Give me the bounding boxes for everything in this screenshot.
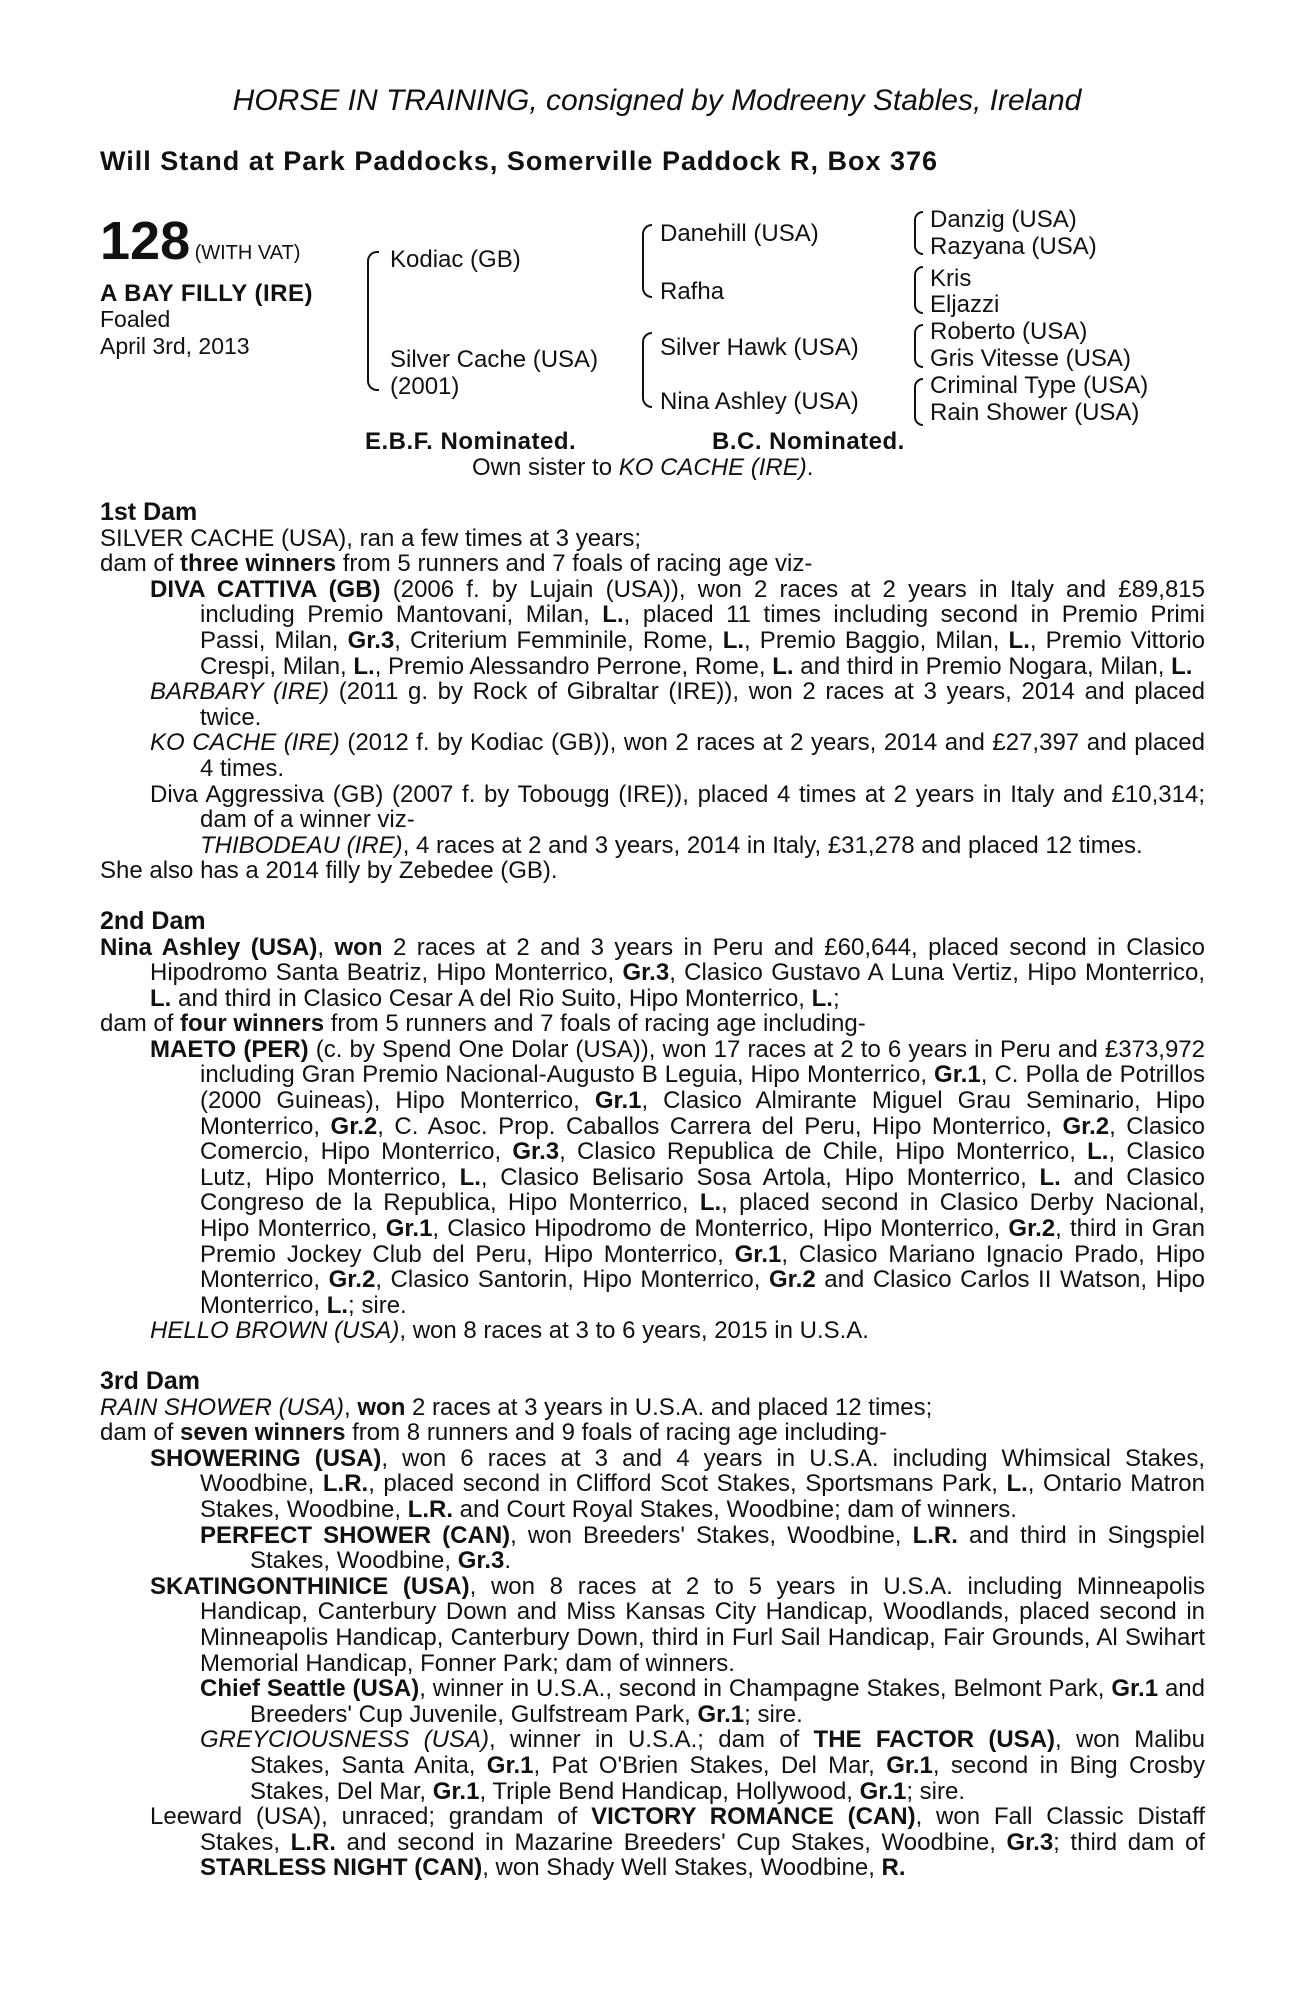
text: and Court Royal Stakes, Woodbine; dam of winners. <box>453 1495 1017 1523</box>
own-sister-line <box>472 454 813 482</box>
third-dam-title: 3rd Dam <box>100 1367 201 1395</box>
pedigree-sire-dam: Rafha <box>660 278 725 305</box>
text: , Clasico Belisario Sosa Artola, Hipo Monterrico, <box>480 1163 1040 1191</box>
first-dam-title: 1st Dam <box>100 498 198 526</box>
lot-title: A BAY FILLY (IRE) <box>100 280 313 307</box>
pedigree-dam-dam: Nina Ashley (USA) <box>660 388 859 415</box>
race-grade: Gr.1 <box>594 1087 642 1115</box>
race-grade: L. <box>811 984 833 1012</box>
text: , Clasico Republica de Chile, Hipo Monterrico, <box>559 1138 1088 1166</box>
text: and third in Clasico Cesar A del Rio Suito, Hipo Monterrico, <box>171 984 812 1012</box>
spacer <box>100 1344 1205 1369</box>
bc-nominated: B.C. Nominated. <box>712 428 905 455</box>
text: dam of <box>100 550 181 578</box>
text: ; third dam of <box>1053 1828 1206 1856</box>
pedigree-brace-sire <box>642 224 652 298</box>
text: , C. Asoc. Prop. Caballos Carrera del Peru, Hipo Monterrico, <box>377 1112 1063 1140</box>
horse-name: PERFECT SHOWER (CAN) <box>200 1521 511 1549</box>
pedigree-g3: Kris <box>930 265 972 292</box>
winners-count: seven winners <box>180 1419 346 1447</box>
pedigree-g6: Gris Vitesse (USA) <box>930 345 1131 372</box>
race-grade: Gr.2 <box>330 1112 378 1140</box>
consignor-line: HORSE IN TRAINING, consigned by Modreeny Stables, Ireland <box>232 84 1082 117</box>
text: , C. Polla de Potrillos (2000 Guineas), Hipo Monterrico, <box>200 1061 1205 1115</box>
race-grade: Gr.1 <box>486 1751 534 1779</box>
progeny-ko-cache <box>100 730 1205 781</box>
spacer <box>100 884 1205 909</box>
horse-name: GREYCIOUSNESS (USA) <box>200 1726 490 1754</box>
text: Diva Aggressiva (GB) (2007 f. by Tobougg (IRE)), placed 4 times at 2 years in Italy and £10,314; dam of a winner viz- <box>150 780 1205 834</box>
third-dam-record <box>100 1395 1205 1421</box>
own-sister-prefix: Own sister to <box>472 454 619 481</box>
pedigree-dam-year: (2001) <box>390 373 460 400</box>
pedigree-g1: Danzig (USA) <box>930 206 1077 233</box>
horse-name: BARBARY (IRE) <box>150 678 330 706</box>
horse-name: SKATINGONTHINICE (USA) <box>150 1572 470 1600</box>
text: , <box>317 933 335 961</box>
winners-count: three winners <box>180 550 337 578</box>
text: and third in Premio Nogara, Milan, <box>793 652 1172 680</box>
race-grade: L. <box>150 984 172 1012</box>
pedigree-g2: Razyana (USA) <box>930 233 1097 260</box>
race-grade: Gr.1 <box>859 1777 907 1805</box>
first-dam-filly: She also has a 2014 filly by Zebedee (GB). <box>100 857 558 885</box>
race-grade: Gr.3 <box>347 626 395 654</box>
race-grade: Gr.1 <box>934 1061 981 1089</box>
text: from 5 runners and 7 foals of racing age including- <box>324 1010 866 1038</box>
pedigree-dam: Silver Cache (USA) <box>390 346 599 373</box>
horse-name: SHOWERING (USA) <box>150 1444 382 1472</box>
horse-name: HELLO BROWN (USA) <box>150 1317 400 1345</box>
race-grade: L.R. <box>407 1495 454 1523</box>
race-grade: L. <box>1006 1470 1028 1498</box>
text: , 4 races at 2 and 3 years, 2014 in Italy, £31,278 and placed 12 times. <box>402 831 1143 859</box>
text: , <box>344 1393 358 1421</box>
stand-location: Will Stand at Park Paddocks, Somerville Paddock R, Box 376 <box>100 146 939 176</box>
text: , placed second in Clasico Derby Nacional, Hipo Monterrico, <box>200 1189 1206 1243</box>
text: and Clasico Carlos II Watson, Hipo Monterrico, <box>200 1266 1206 1319</box>
progeny-barbary <box>100 679 1205 730</box>
text: (c. by Spend One Dolar (USA)), won 17 races at 2 to 6 years in Peru and £373,972 including Gran Premio Nacional-Augusto B Leguia, Hipo Monterrico, <box>200 1035 1205 1089</box>
pedigree-brace-g3 <box>914 324 923 368</box>
text: 2 races at 3 years in U.S.A. and placed 12 times; <box>405 1393 933 1421</box>
text: , Clasico Comercio, Hipo Monterrico, <box>200 1112 1205 1166</box>
race-grade: Gr.3 <box>1006 1828 1054 1856</box>
race-grade: Gr.3 <box>622 959 670 987</box>
text: , Clasico Gustavo A Luna Vertiz, Hipo Monterrico, <box>669 959 1206 987</box>
race-grade: Gr.1 <box>385 1215 433 1243</box>
text: , Triple Bend Handicap, Hollywood, <box>479 1777 860 1805</box>
pedigree-brace-dam <box>642 332 652 408</box>
race-grade: R. <box>881 1854 906 1882</box>
race-grade: L.R. <box>322 1470 369 1498</box>
third-dam-produce <box>100 1420 1205 1446</box>
text: , winner in U.S.A.; dam of <box>489 1726 814 1754</box>
text: (2006 f. by Lujain (USA)), won 2 races at 2 years in Italy and £89,815 including Premio Mantovani, Milan, <box>200 575 1205 629</box>
race-grade: L. <box>1087 1138 1109 1166</box>
race-grade: L. <box>772 652 794 680</box>
first-dam-line1: SILVER CACHE (USA), ran a few times at 3 years; <box>100 524 642 552</box>
pedigree-brace-main <box>367 251 379 391</box>
text: , Pat O'Brien Stakes, Del Mar, <box>533 1751 887 1779</box>
pedigree-g7: Criminal Type (USA) <box>930 372 1149 399</box>
pedigree-g5: Roberto (USA) <box>930 318 1088 345</box>
winners-count: four winners <box>180 1010 325 1038</box>
second-dam-title: 2nd Dam <box>100 906 206 935</box>
text: , won Breeders' Stakes, Woodbine, <box>510 1521 913 1549</box>
progeny-perfect-shower <box>100 1523 1205 1574</box>
text: 2 races at 2 and 3 years in Peru and £60,644, placed second in Clasico Hipodromo Santa Beatriz, Hipo Monterrico, <box>150 933 1205 987</box>
race-grade: L.R. <box>912 1521 958 1549</box>
text: , Clasico Hipodromo de Monterrico, Hipo Monterrico, <box>432 1215 1009 1243</box>
text: dam of <box>100 1010 181 1038</box>
race-grade: L. <box>602 601 624 629</box>
lot-number-row <box>100 210 300 272</box>
progeny-hello-brown <box>100 1318 1205 1344</box>
progeny-skatingonthinice <box>100 1574 1205 1676</box>
race-grade: Gr.1 <box>886 1751 933 1779</box>
race-grade: L. <box>459 1163 481 1191</box>
family-details <box>100 500 1205 1881</box>
text: (2011 g. by Rock of Gibraltar (IRE)), won 2 races at 3 years, 2014 and placed twice. <box>200 678 1205 731</box>
ebf-nominated: E.B.F. Nominated. <box>365 428 577 455</box>
text: , Premio Baggio, Milan, <box>744 626 1009 654</box>
text: dam of <box>100 1419 181 1447</box>
text: ; sire. <box>348 1291 407 1319</box>
pedigree-sire: Kodiac (GB) <box>390 246 521 273</box>
progeny-chief-seattle <box>100 1676 1205 1727</box>
lot-number: 128 <box>100 211 191 271</box>
foaled-label: Foaled <box>100 306 171 332</box>
horse-name: THIBODEAU (IRE) <box>200 831 403 859</box>
race-grade: Gr.3 <box>512 1138 560 1166</box>
text: ; sire. <box>744 1700 803 1728</box>
progeny-thibodeau <box>100 833 1205 859</box>
first-dam-line2 <box>100 551 1205 577</box>
text: , won Malibu Stakes, Santa Anita, <box>250 1726 1205 1779</box>
won-label: won <box>357 1393 406 1421</box>
text: , third in Gran Premio Jockey Club del Peru, Hipo Monterrico, <box>200 1215 1205 1268</box>
race-grade: L. <box>326 1291 349 1319</box>
text: and second in Mazarine Breeders' Cup Stakes, Woodbine, <box>335 1828 1007 1856</box>
text: , won 6 races at 3 and 4 years in U.S.A. including Whimsical Stakes, Woodbine, <box>200 1444 1205 1498</box>
progeny-greyciousness <box>100 1727 1205 1804</box>
own-sister-suffix: . <box>806 454 814 481</box>
second-dam-record <box>100 935 1205 1012</box>
pedigree-sire-sire: Danehill (USA) <box>660 220 819 247</box>
text: , won 8 races at 3 to 6 years, 2015 in U.S.A. <box>399 1317 869 1345</box>
race-grade: L. <box>1039 1163 1061 1191</box>
text: , Premio Vittorio Crespi, Milan, <box>200 626 1206 680</box>
text: , second in Bing Crosby Stakes, Del Mar, <box>250 1751 1206 1805</box>
text: and Clasico Congreso de la Republica, Hipo Monterrico, <box>200 1163 1205 1217</box>
horse-name: Chief Seattle (USA) <box>200 1675 420 1703</box>
race-grade: Gr.2 <box>1062 1112 1110 1140</box>
horse-name: MAETO (PER) <box>150 1035 309 1063</box>
text: , won Shady Well Stakes, Woodbine, <box>482 1854 882 1882</box>
text: Leeward (USA), unraced; grandam of <box>150 1803 592 1831</box>
race-grade: L. <box>699 1189 722 1217</box>
race-grade: Gr.2 <box>1008 1215 1056 1243</box>
text: from 8 runners and 9 foals of racing age including- <box>345 1419 888 1447</box>
pedigree-g4: Eljazzi <box>930 291 1000 318</box>
pedigree-brace-g4 <box>914 378 923 426</box>
horse-name: DIVA CATTIVA (GB) <box>150 575 381 603</box>
race-grade: Gr.3 <box>457 1547 505 1575</box>
text: and third in Singspiel Stakes, Woodbine, <box>250 1521 1206 1575</box>
text: . <box>504 1547 512 1575</box>
progeny-maeto <box>100 1037 1205 1319</box>
text: , placed 11 times including second in Premio Primi Passi, Milan, <box>200 601 1205 654</box>
race-grade: L. <box>722 626 745 654</box>
text: , won Fall Classic Distaff Stakes, <box>200 1803 1205 1856</box>
pedigree-brace-g2 <box>914 266 923 314</box>
second-dam-produce <box>100 1011 1205 1037</box>
text: , Clasico Almirante Miguel Grau Seminario, Hipo Monterrico, <box>200 1087 1206 1140</box>
text: , Criterium Femminile, Rome, <box>394 626 723 654</box>
text: , won 8 races at 2 to 5 years in U.S.A. including Minneapolis Handicap, Canterbury Down and Miss Kansas City Handicap, Woodlands, placed second in Minneapolis Handicap, Canterbury Down, third in Furl Sail Handicap, Fair Grounds, Al Swihart Memorial Handicap, Fonner Park; dam of winners. <box>200 1572 1205 1677</box>
race-grade: L. <box>353 652 375 680</box>
text: (2012 f. by Kodiac (GB)), won 2 races at 2 years, 2014 and £27,397 and placed 4 times. <box>200 729 1206 782</box>
text: , winner in U.S.A., second in Champagne Stakes, Belmont Park, <box>419 1675 1112 1703</box>
race-grade: Gr.1 <box>697 1700 745 1728</box>
race-grade: Gr.1 <box>1111 1675 1159 1703</box>
race-grade: L. <box>1008 626 1030 654</box>
race-grade: Gr.2 <box>328 1266 376 1294</box>
progeny-showering <box>100 1446 1205 1523</box>
vat-label: (WITH VAT) <box>194 242 301 264</box>
horse-name: THE FACTOR (USA) <box>813 1726 1056 1754</box>
horse-name: VICTORY ROMANCE (CAN) <box>591 1803 916 1831</box>
horse-name: Nina Ashley (USA) <box>100 933 318 961</box>
foaled-date: April 3rd, 2013 <box>100 333 250 359</box>
pedigree-brace-g1 <box>914 211 923 255</box>
horse-name: RAIN SHOWER (USA) <box>100 1393 345 1421</box>
horse-name: KO CACHE (IRE) <box>150 729 340 757</box>
pedigree-dam-sire: Silver Hawk (USA) <box>660 334 859 361</box>
horse-name: STARLESS NIGHT (CAN) <box>200 1854 483 1882</box>
text: , placed second in Clifford Scot Stakes, Sportsmans Park, <box>368 1470 1007 1498</box>
text: , Clasico Mariano Ignacio Prado, Hipo Monterrico, <box>200 1240 1205 1294</box>
text: and Breeders' Cup Juvenile, Gulfstream Park, <box>250 1675 1206 1728</box>
pedigree-g8: Rain Shower (USA) <box>930 399 1140 426</box>
own-sister-name: KO CACHE (IRE) <box>618 454 807 481</box>
text: , Ontario Matron Stakes, Woodbine, <box>200 1470 1205 1523</box>
text: from 5 runners and 7 foals of racing age viz- <box>336 550 813 578</box>
race-grade: Gr.2 <box>768 1266 816 1294</box>
progeny-leeward <box>100 1804 1205 1881</box>
won-label: won <box>334 933 383 961</box>
text: , Premio Alessandro Perrone, Rome, <box>374 652 773 680</box>
text: , Clasico Lutz, Hipo Monterrico, <box>200 1138 1206 1191</box>
race-grade: L. <box>1171 652 1193 680</box>
race-grade: Gr.1 <box>734 1240 782 1268</box>
text: ; sire. <box>906 1777 966 1805</box>
text: ; <box>832 984 840 1012</box>
progeny-diva-aggressiva <box>100 782 1205 833</box>
race-grade: L.R. <box>290 1828 336 1856</box>
progeny-diva-cattiva <box>100 577 1205 679</box>
text: , Clasico Santorin, Hipo Monterrico, <box>375 1266 769 1294</box>
race-grade: Gr.1 <box>432 1777 480 1805</box>
